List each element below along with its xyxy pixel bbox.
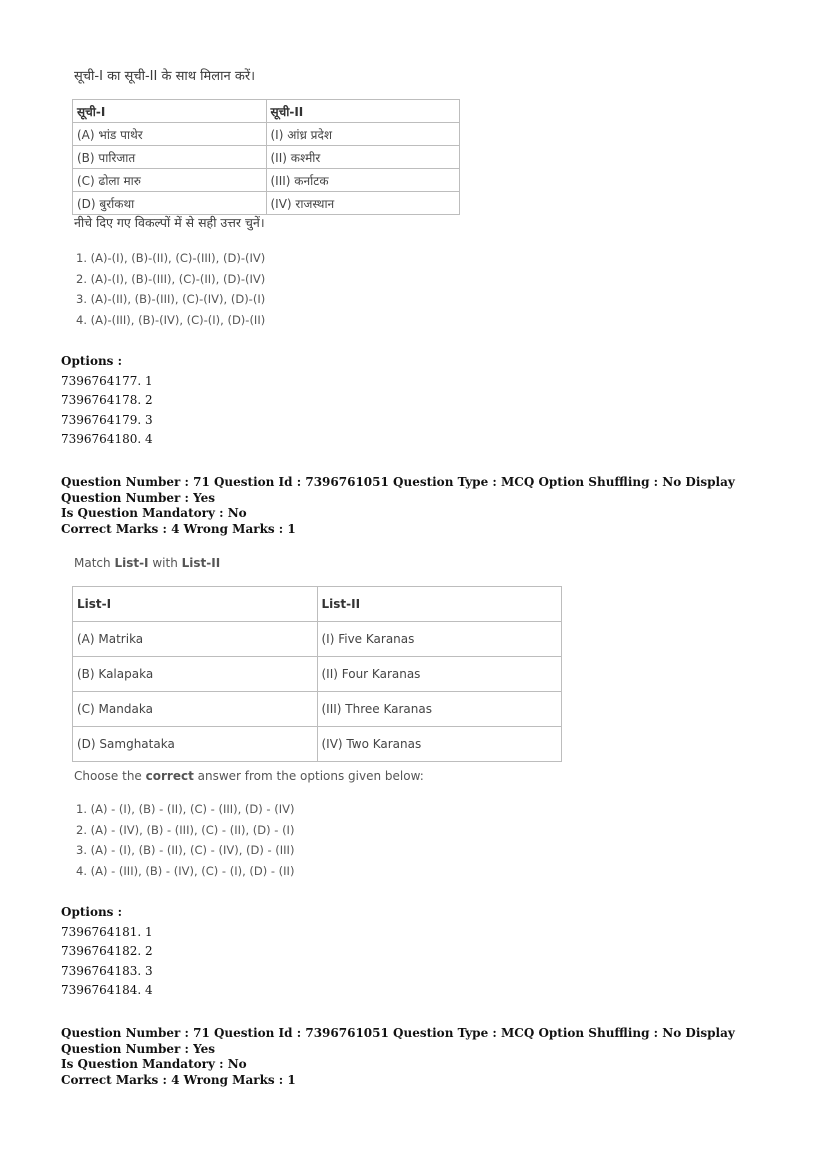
choice-item: 3. (A)-(II), (B)-(III), (C)-(IV), (D)-(I) <box>76 292 266 306</box>
table-cell: (A) भांड पाथेर <box>73 123 267 146</box>
table-header-cell: सूची-I <box>73 100 267 123</box>
options-label: Options : <box>61 354 123 368</box>
option-id: 7396764180. 4 <box>61 432 153 446</box>
question-instruction-english <box>74 556 220 570</box>
question-mandatory-line: Is Question Mandatory : No <box>61 1057 247 1071</box>
table-cell: (C) ढोला मारु <box>73 169 267 192</box>
table-cell: (D) बुर्राकथा <box>73 192 267 215</box>
options-section-2 <box>61 903 153 1001</box>
prompt-text: answer from the options given below: <box>193 769 424 783</box>
choice-item: 1. (A) - (I), (B) - (II), (C) - (III), (D) - (IV) <box>76 802 295 816</box>
table-header-cell: सूची-II <box>266 100 460 123</box>
answer-prompt-hindi: नीचे दिए गए विकल्पों में से सही उत्तर चुनें। <box>74 215 265 230</box>
question-marks-line: Correct Marks : 4 Wrong Marks : 1 <box>61 1072 296 1087</box>
choice-item: 2. (A) - (IV), (B) - (III), (C) - (II), (D) - (I) <box>76 822 295 837</box>
table-cell: (A) Matrika <box>73 622 318 657</box>
choice-list-hindi <box>76 248 265 330</box>
table-cell: (IV) राजस्थान <box>266 192 460 215</box>
match-table-english <box>72 586 562 762</box>
table-header-cell: List-II <box>317 587 562 622</box>
options-section-1 <box>61 352 153 450</box>
choice-item: 2. (A)-(I), (B)-(III), (C)-(II), (D)-(IV) <box>76 271 266 286</box>
instruction-list2: List-II <box>181 556 221 570</box>
table-header-cell: List-I <box>73 587 318 622</box>
table-cell: (I) Five Karanas <box>317 622 562 657</box>
question-meta-line: Question Number : 71 Question Id : 7396761051 Question Type : MCQ Option Shuffling : No Display Question Number : Yes <box>61 475 735 505</box>
table-header-row <box>73 100 460 123</box>
option-id: 7396764177. 1 <box>61 373 153 388</box>
option-id: 7396764179. 3 <box>61 412 153 427</box>
table-cell: (D) Samghataka <box>73 727 318 762</box>
option-id: 7396764183. 3 <box>61 963 153 978</box>
instruction-text: Match <box>74 556 115 570</box>
option-id: 7396764178. 2 <box>61 393 153 407</box>
prompt-text: Choose the <box>74 769 146 783</box>
question-header-2 <box>61 1026 781 1088</box>
instruction-text: with <box>148 556 182 570</box>
instruction-list1: List-I <box>114 556 149 570</box>
question-meta-line: Question Number : 71 Question Id : 7396761051 Question Type : MCQ Option Shuffling : No Display Question Number : Yes <box>61 1026 735 1056</box>
options-label: Options : <box>61 905 123 919</box>
table-cell: (IV) Two Karanas <box>317 727 562 762</box>
table-row <box>73 657 562 692</box>
table-row <box>73 692 562 727</box>
table-row <box>73 192 460 215</box>
choice-item: 4. (A)-(III), (B)-(IV), (C)-(I), (D)-(II) <box>76 312 266 327</box>
table-row <box>73 123 460 146</box>
question-header-1 <box>61 475 781 537</box>
option-id: 7396764181. 1 <box>61 924 153 939</box>
table-cell: (I) आंध्र प्रदेश <box>266 123 460 146</box>
prompt-emphasis: correct <box>145 769 194 783</box>
table-row <box>73 622 562 657</box>
table-cell: (B) पारिजात <box>73 146 267 169</box>
question-mandatory-line: Is Question Mandatory : No <box>61 506 247 520</box>
question-instruction-hindi: सूची-I का सूची-II के साथ मिलान करें। <box>74 69 256 84</box>
table-cell: (B) Kalapaka <box>73 657 318 692</box>
choice-list-english <box>76 799 294 881</box>
answer-prompt-english <box>74 769 424 783</box>
table-cell: (II) कश्मीर <box>266 146 460 169</box>
choice-item: 1. (A)-(I), (B)-(II), (C)-(III), (D)-(IV) <box>76 251 266 265</box>
match-table-hindi <box>72 99 460 215</box>
option-id: 7396764184. 4 <box>61 983 153 997</box>
choice-item: 4. (A) - (III), (B) - (IV), (C) - (I), (D) - (II) <box>76 863 295 878</box>
table-row <box>73 146 460 169</box>
table-cell: (III) कर्नाटक <box>266 169 460 192</box>
option-id: 7396764182. 2 <box>61 944 153 958</box>
table-cell: (III) Three Karanas <box>317 692 562 727</box>
table-row <box>73 169 460 192</box>
table-cell: (II) Four Karanas <box>317 657 562 692</box>
table-header-row <box>73 587 562 622</box>
table-row <box>73 727 562 762</box>
choice-item: 3. (A) - (I), (B) - (II), (C) - (IV), (D) - (III) <box>76 843 295 857</box>
table-cell: (C) Mandaka <box>73 692 318 727</box>
question-marks-line: Correct Marks : 4 Wrong Marks : 1 <box>61 521 296 536</box>
